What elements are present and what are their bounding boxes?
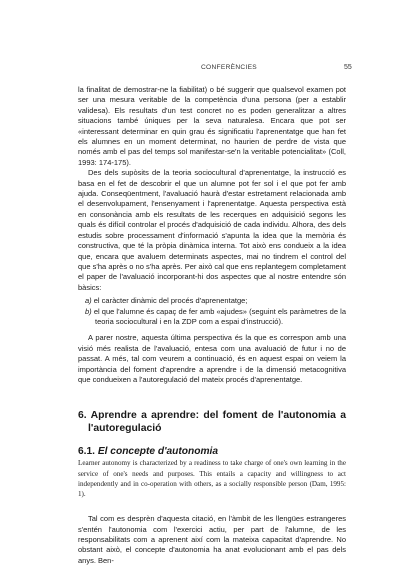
body-text xyxy=(78,85,346,566)
subsection-heading xyxy=(78,445,346,458)
section-heading xyxy=(78,409,346,435)
subsection-title: El concepte d'autonomia xyxy=(97,446,219,458)
list-marker: a) xyxy=(85,296,92,306)
list-item xyxy=(78,296,346,306)
list-item xyxy=(78,307,346,328)
list-item-text: el que l'alumne és capaç de fer amb «ajudes» (seguint els paràmetres de la teoria sociocultural i en la ZDP com a espai d'instrucció). xyxy=(93,306,346,326)
subsection-number: 6.1. xyxy=(78,446,95,458)
section-title: Aprendre a aprendre: del foment de l'autonomia a l'autoregulació xyxy=(88,410,346,435)
running-head: CONFERÈNCIES xyxy=(201,64,257,71)
paragraph-3: A parer nostre, aquesta última perspectiva és la que es correspon amb una visió més realista de l'avaluació, entesa com una avaluació de futur i no de passat. A més, tal com veurem a continuació, és en aquest espai on veiem la importància del foment d'aprendre a aprendre i de la dimensió metacognitiva que condueixen a l'autoregulació del mateix procés d'aprenentatge. xyxy=(78,333,346,384)
paragraph-4: Tal com es desprèn d'aquesta citació, en l'àmbit de les llengües estrangeres s'entén l'autonomia com l'exercici actiu, per part de l'alumne, de les responsabilitats com a aprenent així com la mateixa capacitat d'aprendre. No obstant això, el concepte d'autonomia ha anat evolucionant amb el pas dels anys. Ben- xyxy=(78,514,346,565)
paragraph-2: Des dels supòsits de la teoria sociocultural d'aprenentatge, la instrucció es basa en el fet de descobrir el que un alumne pot fer sol i el que pot fer amb ajuda. Conseqüentment, l'avaluació haurà d'estar estretament relacionada amb el desenvolupament, l'ensenyament i l'aprenentatge. Aquesta perspectiva està en consonància amb els resultats de les recerques en adquisició segons les quals és difícil controlar el procés d'adquisició de cada individu. Alhora, des dels estudis sobre processament d'informació s'apunta la idea que la memòria és constructiva, que té la pròpia dinàmica interna. Tot això ens condueix a la idea que, encara que avaluem determinats aspectes, mai no tindrem el control del que s'ha après o no s'ha après. Per això cal que ens replantegem completament el paper de l'avaluació incorporant-hi dos aspectes que al nostre entendre són bàsics: xyxy=(78,168,346,292)
list xyxy=(78,296,346,327)
page-number: 55 xyxy=(344,64,352,71)
paragraph-1: la finalitat de demostrar-ne la fiabilitat) o bé suggerir que qualsevol examen pot ser una mesura veritable de la competència d'una persona (per a establir validesa). Els resultats d'un test concret no es poden generalitzar a altres situacions també úniques per la seva naturalesa. Encara que pot ser «interessant determinar en quin grau és significatiu l'aprenentatge que han fet els alumnes en un moment determinat, no haurien de perdre de vista que només amb el pas del temps sol manifestar-se'n la veritable potencialitat» (Coll, 1993: 174-175). xyxy=(78,85,346,167)
section-number: 6. xyxy=(78,410,87,422)
list-item-text: el caràcter dinàmic del procés d'aprenentatge; xyxy=(93,296,248,306)
list-marker: b) xyxy=(85,306,92,316)
block-quote: Learner autonomy is characterized by a readiness to take charge of one's own learning in the service of one's needs and purposes. This entails a capacity and willingness to act independently and in co-operation with others, as a socially responsible person (Dam, 1995: 1). xyxy=(78,459,346,498)
